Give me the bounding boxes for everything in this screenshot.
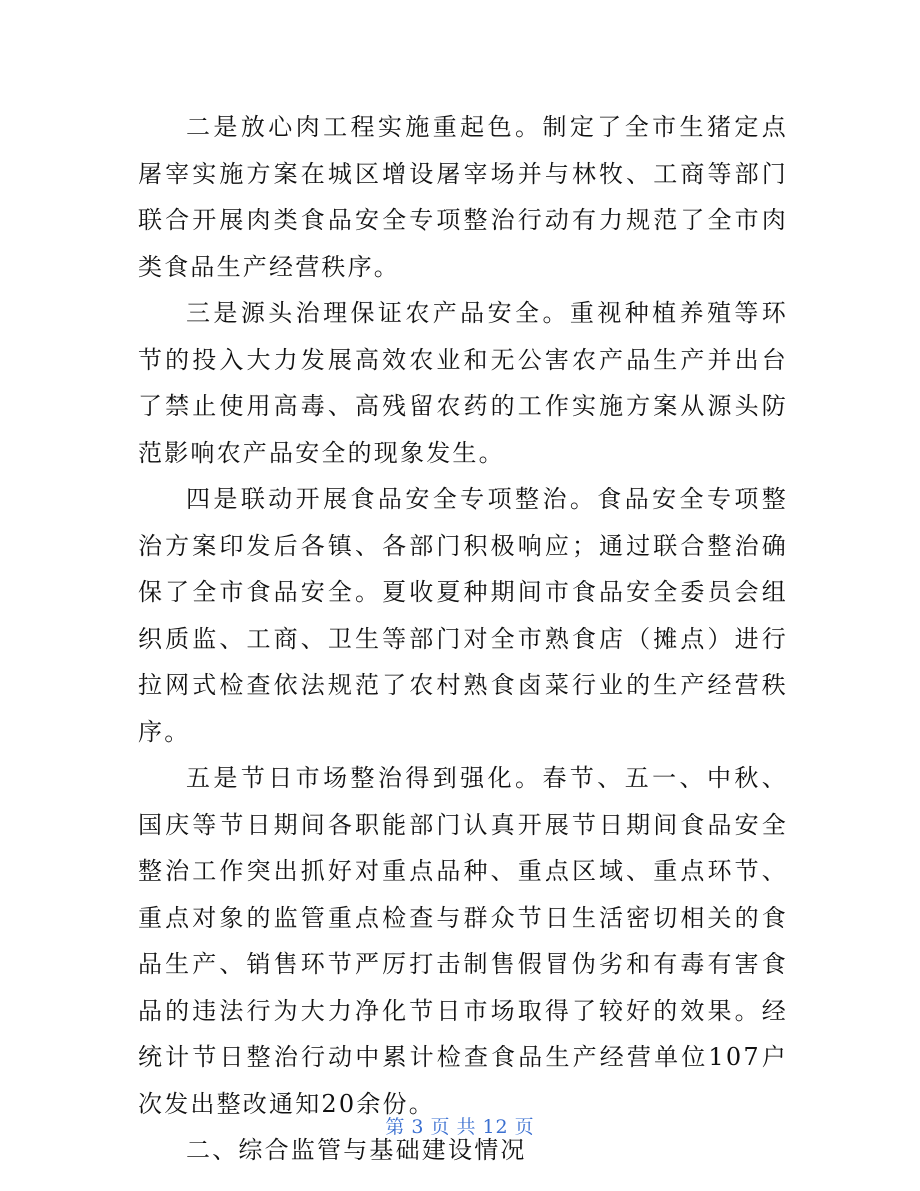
paragraph-source-control: 三是源头治理保证农产品安全。重视种植养殖等环节的投入大力发展高效农业和无公害农产品生产并出台了禁止使用高毒、高残留农药的工作实施方案从源头防范影响农产品安全的现象发生。 <box>138 299 788 467</box>
footer-total-prefix: 共 <box>456 1116 477 1138</box>
footer-prefix: 第 <box>385 1116 406 1138</box>
footer-current-page: 3 <box>411 1116 425 1138</box>
page-number-footer <box>0 1112 920 1139</box>
section-heading: 二、综合监管与基础建设情况 <box>186 1136 527 1164</box>
footer-suffix: 页 <box>514 1116 535 1138</box>
paragraph-joint-rectification: 四是联动开展食品安全专项整治。食品安全专项整治方案印发后各镇、各部门积极响应；通过联合整治确保了全市食品安全。夏收夏种期间市食品安全委员会组织质监、工商、卫生等部门对全市熟食店（摊点）进行拉网式检查依法规范了农村熟食卤菜行业的生产经营秩序。 <box>138 485 788 746</box>
footer-page-label: 页 <box>430 1116 451 1138</box>
paragraph-meat-project: 二是放心肉工程实施重起色。制定了全市生猪定点屠宰实施方案在城区增设屠宰场并与林牧、工商等部门联合开展肉类食品安全专项整治行动有力规范了全市肉类食品生产经营秩序。 <box>138 113 788 281</box>
document-body <box>138 104 788 1174</box>
paragraph-holiday-market: 五是节日市场整治得到强化。春节、五一、中秋、国庆等节日期间各职能部门认真开展节日期间食品安全整治工作突出抓好对重点品种、重点区域、重点环节、重点对象的监管重点检查与群众节日生活密切相关的食品生产、销售环节严厉打击制售假冒伪劣和有毒有害食品的违法行为大力净化节日市场取得了较好的效果。经统计节日整治行动中累计检查食品生产经营单位107户次发出整改通知20余份。 <box>138 764 788 1118</box>
footer-total-pages: 12 <box>482 1116 509 1138</box>
